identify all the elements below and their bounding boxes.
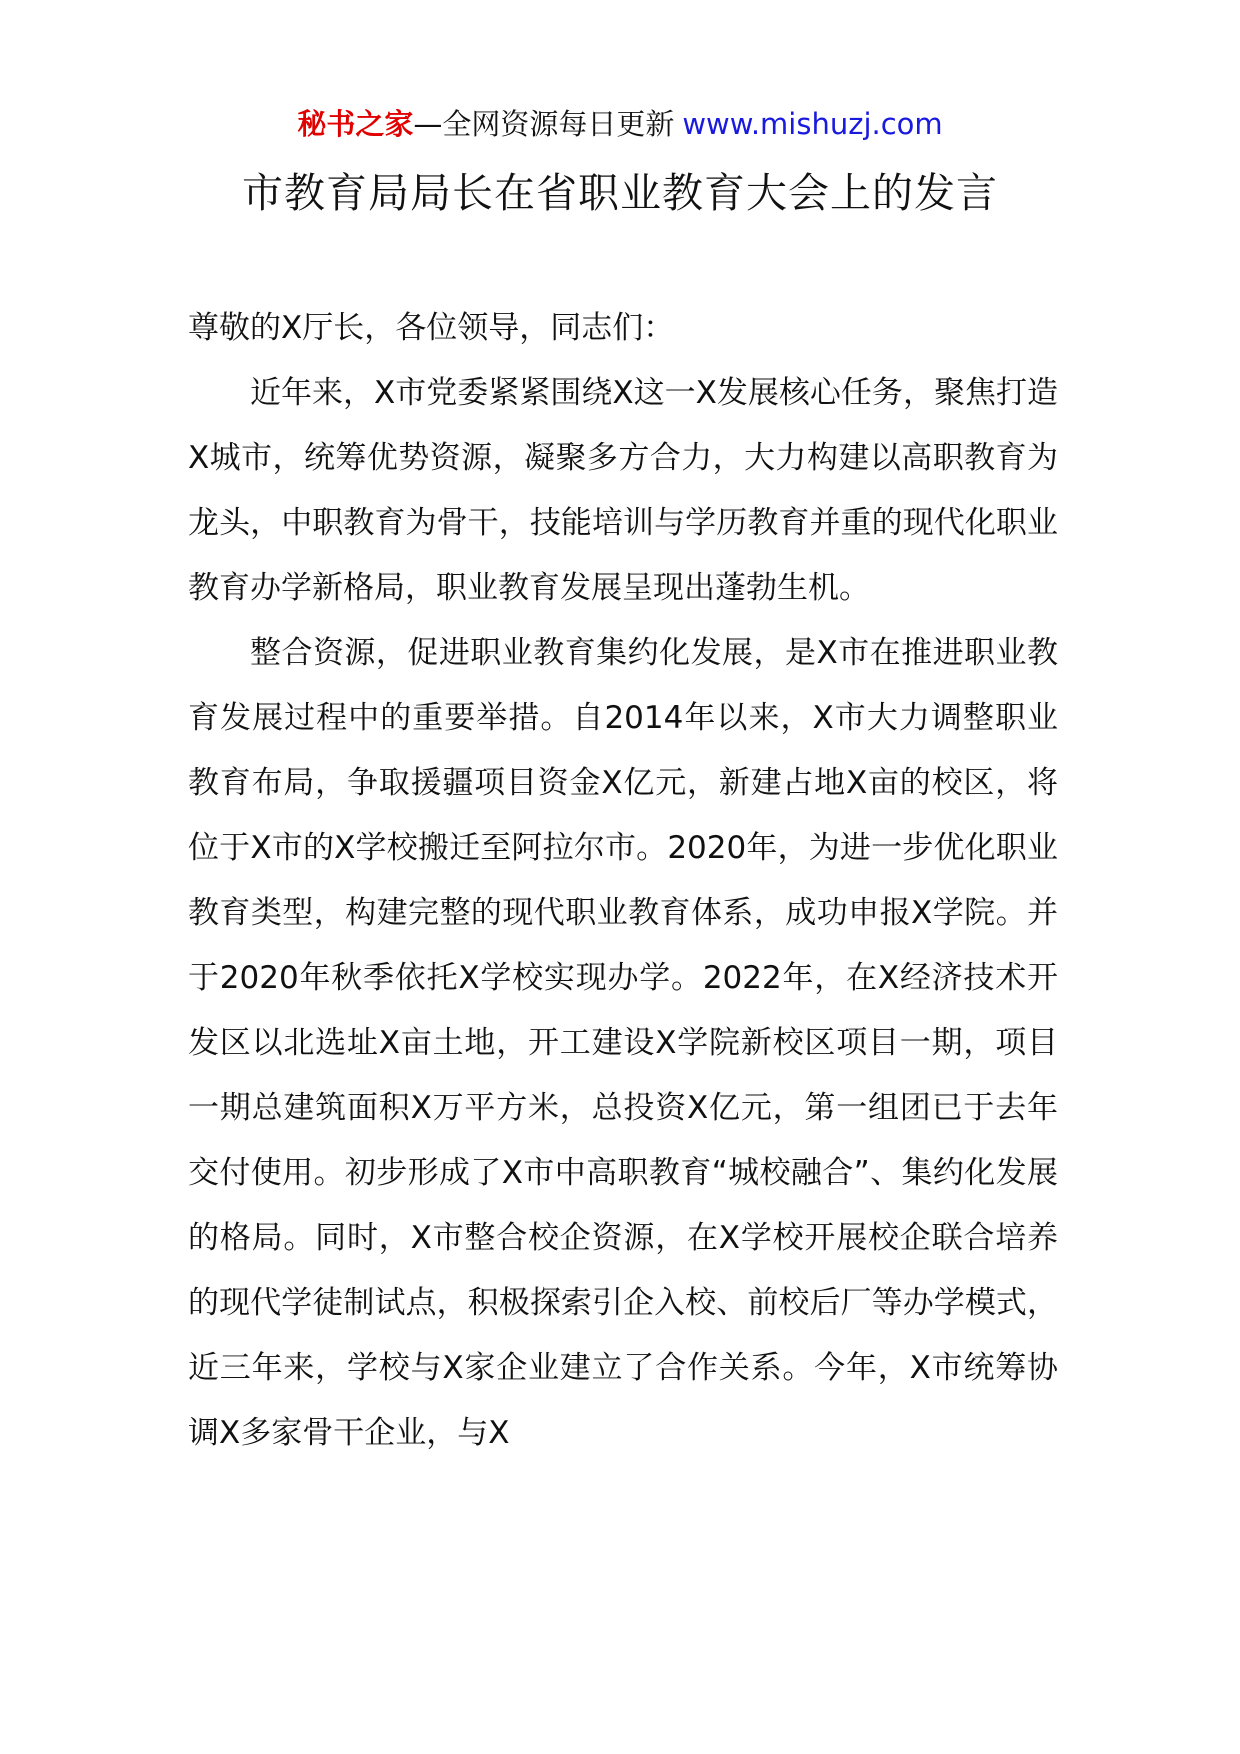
brand-name: 秘书之家 (297, 107, 414, 141)
paragraph: 近年来，X市党委紧紧围绕X这一X发展核心任务，聚焦打造X城市，统筹优势资源，凝聚多方合力，大力构建以高职教育为龙头，中职教育为骨干，技能培训与学历教育并重的现代化职业教育办学新格局，职业教育发展呈现出蓬勃生机。 (188, 375, 1058, 606)
document-body (188, 296, 1058, 1466)
document-title: 市教育局局长在省职业教育大会上的发言 (242, 169, 998, 217)
site-url-link[interactable]: www.mishuzj.com (682, 107, 943, 141)
paragraph: 整合资源，促进职业教育集约化发展，是X市在推进职业教育发展过程中的重要举措。自2014年以来，X市大力调整职业教育布局，争取援疆项目资金X亿元，新建占地X亩的校区，将位于X市的X学校搬迁至阿拉尔市。2020年，为进一步优化职业教育类型，构建完整的现代职业教育体系，成功申报X学院。并于2020年秋季依托X学校实现办学。2022年，在X经济技术开发区以北选址X亩土地，开工建设X学院新校区项目一期，项目一期总建筑面积X万平方米，总投资X亿元，第一组团已于去年交付使用。初步形成了X市中高职教育“城校融合”、集约化发展的格局。同时，X市整合校企资源，在X学校开展校企联合培养的现代学徒制试点，积极探索引企入校、前校后厂等办学模式，近三年来，学校与X家企业建立了合作关系。今年，X市统筹协调X多家骨干企业，与X (188, 635, 1058, 1451)
site-header (0, 104, 1240, 144)
header-tagline: —全网资源每日更新 (413, 107, 675, 141)
salutation: 尊敬的X厅长，各位领导，同志们： (188, 310, 675, 346)
